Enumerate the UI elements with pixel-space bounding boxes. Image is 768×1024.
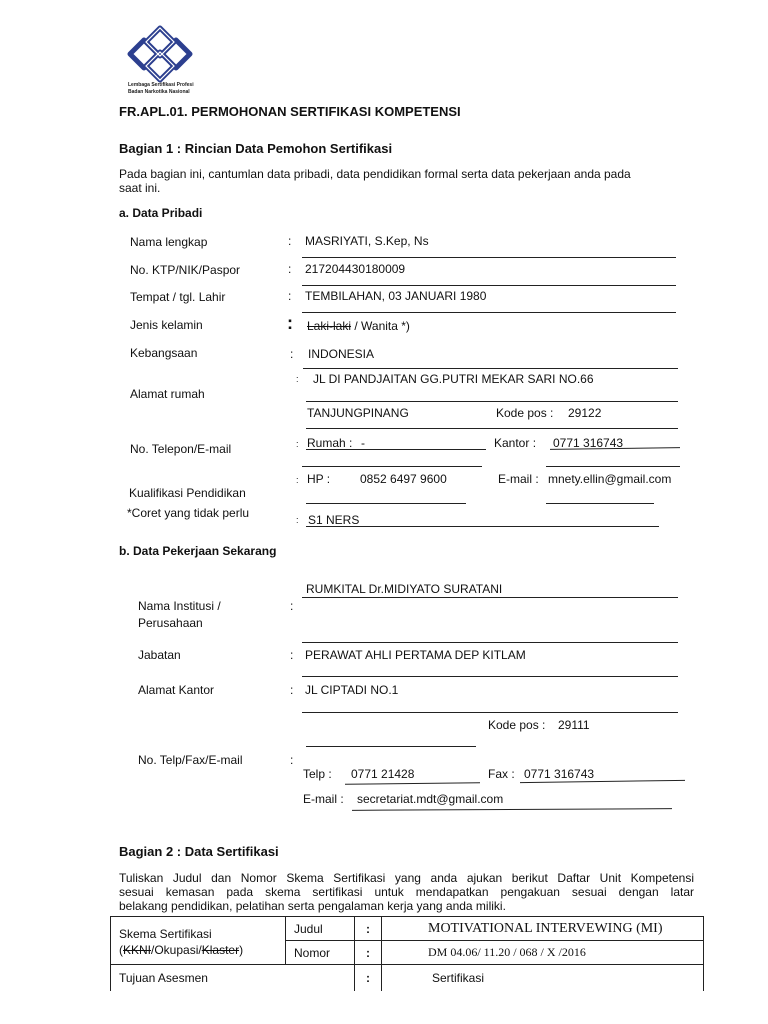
form-title: FR.APL.01. PERMOHONAN SERTIFIKASI KOMPETENSI bbox=[119, 104, 461, 119]
office-postcode-value[interactable]: 29111 bbox=[558, 718, 590, 732]
institution-value[interactable]: RUMKITAL Dr.MIDIYATO SURATANI bbox=[306, 582, 503, 596]
id-colon: : bbox=[288, 262, 292, 276]
purpose-colon-cell: : bbox=[355, 965, 382, 991]
scheme-label: Skema Sertifikasi bbox=[119, 926, 212, 941]
gender-value[interactable] bbox=[307, 319, 410, 333]
phone-label: No. Telepon/E-mail bbox=[130, 442, 232, 456]
institution-colon: : bbox=[290, 599, 294, 613]
office-address-underline bbox=[302, 712, 678, 713]
knot-emblem-icon bbox=[120, 24, 200, 84]
education-value[interactable]: S1 NERS bbox=[308, 513, 360, 527]
id-label: No. KTP/NIK/Paspor bbox=[130, 263, 241, 277]
office-address-label: Alamat Kantor bbox=[138, 683, 215, 697]
hp-underline bbox=[306, 503, 466, 504]
logo-text-line2: Badan Narkotika Nasional bbox=[128, 89, 190, 95]
part2-intro-line3: belakang pendidikan, pelatihan serta pengalaman kerja yang anda miliki. bbox=[119, 899, 506, 913]
address-colon: : bbox=[296, 374, 299, 384]
home-postcode-label: Kode pos : bbox=[496, 406, 554, 420]
certification-table bbox=[110, 916, 704, 991]
hp-value[interactable]: 0852 6497 9600 bbox=[360, 472, 447, 486]
scheme-kkni-struck: KKNI bbox=[123, 942, 152, 957]
telp-value[interactable]: 0771 21428 bbox=[351, 767, 415, 781]
telp-label: Telp : bbox=[303, 767, 332, 781]
home-postcode-value[interactable]: 29122 bbox=[568, 406, 602, 420]
part1-intro bbox=[119, 167, 699, 195]
title-colon-cell: : bbox=[355, 917, 382, 941]
fax-value[interactable]: 0771 316743 bbox=[524, 767, 595, 781]
work-email-value[interactable]: secretariat.mdt@gmail.com bbox=[357, 792, 504, 806]
office-address-value[interactable]: JL CIPTADI NO.1 bbox=[305, 683, 399, 697]
hp-label: HP : bbox=[307, 472, 331, 486]
gender-rest: / Wanita *) bbox=[351, 319, 410, 333]
office-phone-value[interactable]: 0771 316743 bbox=[553, 436, 624, 450]
home-phone-value[interactable]: - bbox=[361, 436, 365, 450]
birth-label: Tempat / tgl. Lahir bbox=[130, 290, 226, 304]
institution-label-line1: Nama Institusi / bbox=[138, 599, 221, 613]
office-phone-label: Kantor : bbox=[494, 436, 537, 450]
purpose-value-cell[interactable]: Sertifikasi bbox=[382, 965, 704, 991]
home-phone-label: Rumah : bbox=[307, 436, 353, 450]
work-data-heading: b. Data Pekerjaan Sekarang bbox=[119, 544, 277, 558]
education-colon: : bbox=[296, 515, 299, 525]
position-colon: : bbox=[290, 648, 294, 662]
email-row-underline bbox=[546, 466, 680, 467]
nationality-label: Kebangsaan bbox=[130, 346, 198, 360]
position-underline bbox=[302, 676, 678, 677]
id-underline bbox=[302, 285, 676, 286]
education-underline bbox=[306, 526, 659, 527]
hp-colon: : bbox=[296, 475, 299, 485]
scheme-type: (KKNI/Okupasi/Klaster) bbox=[119, 942, 244, 957]
scheme-klaster-struck: Klaster bbox=[201, 942, 240, 957]
part1-title: Bagian 1 : Rincian Data Pemohon Sertifikasi bbox=[119, 141, 393, 156]
part2-title: Bagian 2 : Data Sertifikasi bbox=[119, 844, 279, 859]
office-address-colon: : bbox=[290, 683, 294, 697]
id-value[interactable]: 217204430180009 bbox=[305, 262, 406, 276]
institution-underline-1 bbox=[302, 597, 678, 598]
office-postcode-label: Kode pos : bbox=[488, 718, 546, 732]
telp-underline bbox=[345, 782, 480, 784]
personal-email-underline bbox=[546, 503, 654, 504]
office-postcode-underline bbox=[306, 746, 476, 747]
address-line1-value[interactable]: JL DI PANDJAITAN GG.PUTRI MEKAR SARI NO.66 bbox=[313, 372, 594, 386]
address-city-underline bbox=[306, 428, 678, 429]
institution-underline-2 bbox=[302, 642, 678, 643]
personal-email-value[interactable]: mnety.ellin@gmail.com bbox=[548, 472, 672, 486]
part2-intro-line1: Tuliskan Judul dan Nomor Skema Sertifikasi yang anda ajukan berikut Daftar Unit Kompetensi bbox=[119, 871, 694, 885]
logo-text-line1: Lembaga Sertifikasi Profesi bbox=[128, 82, 194, 88]
title-label-cell: Judul bbox=[286, 917, 355, 941]
scheme-label-cell bbox=[111, 917, 286, 965]
address-line1-underline bbox=[306, 401, 678, 402]
nationality-value[interactable]: INDONESIA bbox=[308, 347, 375, 361]
title-value-cell[interactable]: MOTIVATIONAL INTERVEWING (MI) bbox=[382, 917, 704, 941]
gender-male-struck: Laki-laki bbox=[307, 319, 352, 333]
contact-label: No. Telp/Fax/E-mail bbox=[138, 753, 243, 767]
personal-email-label: E-mail : bbox=[498, 472, 539, 486]
number-value-cell[interactable]: DM 04.06/ 11.20 / 068 / X /2016 bbox=[382, 941, 704, 965]
name-colon: : bbox=[288, 234, 292, 248]
strike-note: *Coret yang tidak perlu bbox=[127, 506, 250, 520]
nationality-underline bbox=[303, 368, 678, 369]
name-underline bbox=[302, 257, 676, 258]
part2-intro bbox=[119, 871, 694, 913]
phone-row-underline bbox=[302, 466, 482, 467]
purpose-label-cell: Tujuan Asesmen bbox=[111, 965, 355, 991]
name-label: Nama lengkap bbox=[130, 235, 208, 249]
personal-data-heading: a. Data Pribadi bbox=[119, 206, 203, 220]
birth-value[interactable]: TEMBILAHAN, 03 JANUARI 1980 bbox=[305, 289, 487, 303]
phone-colon: : bbox=[296, 439, 299, 449]
work-email-label: E-mail : bbox=[303, 792, 344, 806]
organization-logo bbox=[120, 24, 200, 98]
birth-colon: : bbox=[288, 289, 292, 303]
institution-label bbox=[138, 598, 221, 632]
number-colon-cell: : bbox=[355, 941, 382, 965]
home-phone-underline bbox=[306, 449, 486, 450]
part1-intro-line2: saat ini. bbox=[119, 181, 161, 195]
fax-label: Fax : bbox=[488, 767, 515, 781]
gender-colon: : bbox=[287, 313, 293, 333]
education-label: Kualifikasi Pendidikan bbox=[129, 486, 246, 500]
work-email-underline bbox=[352, 808, 672, 811]
nationality-colon: : bbox=[290, 347, 294, 361]
part2-intro-line2: sesuai kemasan pada skema sertifikasi untuk mendapatkan pengakuan sesuai dengan latar bbox=[119, 885, 694, 899]
contact-colon: : bbox=[290, 753, 294, 767]
number-label-cell: Nomor bbox=[286, 941, 355, 965]
part1-intro-line1: Pada bagian ini, cantumlan data pribadi, data pendidikan formal serta data pekerjaan anda pada bbox=[119, 167, 631, 181]
address-city-value[interactable]: TANJUNGPINANG bbox=[307, 406, 409, 420]
birth-underline bbox=[302, 312, 676, 313]
gender-label: Jenis kelamin bbox=[130, 318, 203, 332]
position-label: Jabatan bbox=[138, 648, 181, 662]
scheme-okupasi: /Okupasi/ bbox=[151, 942, 202, 957]
institution-label-line2: Perusahaan bbox=[138, 616, 203, 630]
address-label: Alamat rumah bbox=[130, 387, 205, 401]
position-value[interactable]: PERAWAT AHLI PERTAMA DEP KITLAM bbox=[305, 648, 526, 662]
name-value[interactable]: MASRIYATI, S.Kep, Ns bbox=[305, 234, 429, 248]
